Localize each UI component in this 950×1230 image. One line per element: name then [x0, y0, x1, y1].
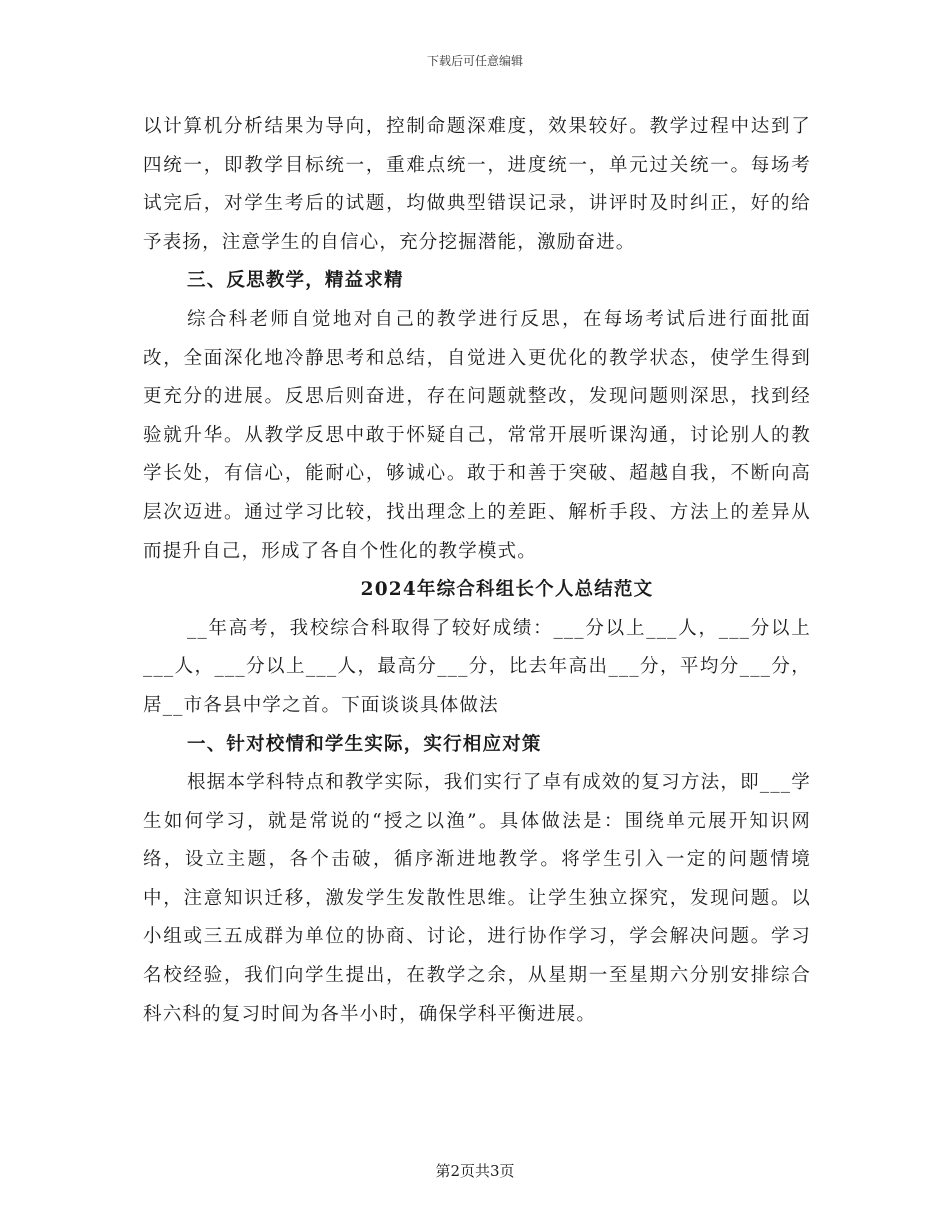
document-body	[143, 108, 811, 1034]
document-title: 2024年综合科组长个人总结范文	[360, 579, 654, 601]
section-heading-reflection: 三、反思教学，精益求精	[187, 270, 404, 292]
page-header-note: 下载后可任意编辑	[426, 54, 523, 68]
section-heading-strategy: 一、针对校情和学生实际，实行相应对策	[187, 733, 542, 755]
paragraph-exam-analysis: 以计算机分析结果为导向，控制命题深难度，效果较好。教学过程中达到了四统一，即教学目标统一，重难点统一，进度统一，单元过关统一。每场考试完后，对学生考后的试题，均做典型错误记录，讲评时及时纠正，好的给予表扬，注意学生的自信心，充分挖掘潜能，激励奋进。	[143, 116, 811, 253]
paragraph-reflection: 综合科老师自觉地对自己的教学进行反思，在每场考试后进行面批面改，全面深化地冷静思考和总结，自觉进入更优化的教学状态，使学生得到更充分的进展。反思后则奋进，存在问题就整改，发现问题则深思，找到经验就升华。从教学反思中敢于怀疑自己，常常开展听课沟通，讨论别人的教学长处，有信心，能耐心，够诚心。敢于和善于突破、超越自我，不断向高层次迈进。通过学习比较，找出理念上的差距、解析手段、方法上的差异从而提升自己，形成了各自个性化的教学模式。	[143, 308, 811, 562]
paragraph-exam-results: __年高考，我校综合科取得了较好成绩：___分以上___人，___分以上___人，___分以上___人，最高分___分，比去年高出___分，平均分___分，居__市各县中学之首。下面谈谈具体做法	[143, 617, 811, 716]
page-number-footer: 第2页共3页	[435, 1162, 515, 1180]
paragraph-review-method: 根据本学科特点和教学实际，我们实行了卓有成效的复习方法，即___学生如何学习，就是常说的“授之以渔”。具体做法是：围绕单元展开知识网络，设立主题，各个击破，循序渐进地教学。将学生引入一定的问题情境中，注意知识迁移，激发学生发散性思维。让学生独立探究，发现问题。以小组或三五成群为单位的协商、讨论，进行协作学习，学会解决问题。学习名校经验，我们向学生提出，在教学之余，从星期一至星期六分别安排综合科六科的复习时间为各半小时，确保学科平衡进展。	[143, 772, 811, 1025]
